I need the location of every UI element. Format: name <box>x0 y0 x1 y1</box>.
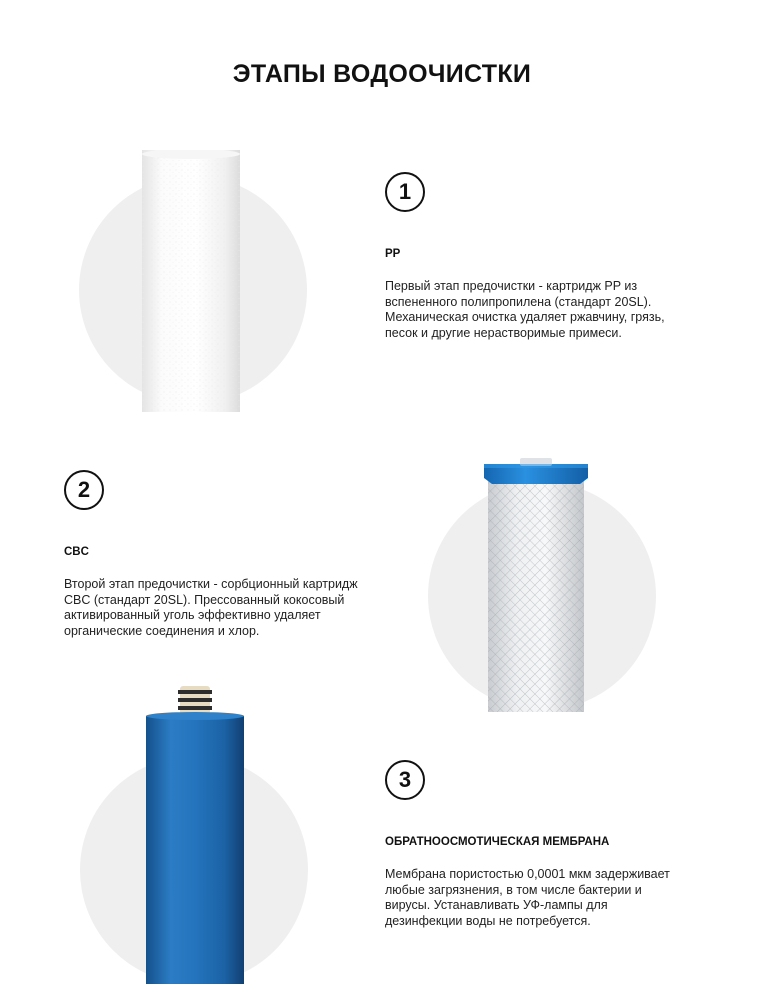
stage-name: ОБРАТНООСМОТИЧЕСКАЯ МЕМБРАНА <box>385 836 610 848</box>
stage-3 <box>385 760 705 929</box>
stage-description <box>385 867 705 929</box>
description-line: органические соединения и хлор. <box>64 623 260 638</box>
description-line: Второй этап предочистки - сорбционный картридж <box>64 577 358 591</box>
stage-1 <box>385 172 705 341</box>
cbc-cartridge-image <box>426 456 658 718</box>
ro-membrane-image <box>78 684 314 984</box>
stage-number-badge: 3 <box>385 760 425 800</box>
stage-number-badge: 2 <box>64 470 104 510</box>
stage-2 <box>64 470 394 639</box>
description-line: любые загрязнения, в том числе бактерии и <box>385 882 642 897</box>
stage-description <box>64 577 394 639</box>
stage-description <box>385 279 705 341</box>
page-title: ЭТАПЫ ВОДООЧИСТКИ <box>232 60 532 88</box>
description-line: песок и другие нерастворимые примеси. <box>385 325 622 340</box>
description-line: CBC (стандарт 20SL). Прессованный кокосовый <box>64 592 345 607</box>
description-line: дезинфекции воды не потребуется. <box>385 913 591 928</box>
description-line: Первый этап предочистки - картридж PP из <box>385 279 638 293</box>
description-line: активированный уголь эффективно удаляет <box>64 608 321 622</box>
pp-cartridge-image <box>78 150 310 412</box>
description-line: вспененного полипропилена (стандарт 20SL). <box>385 294 652 309</box>
stage-name: PP <box>385 248 401 260</box>
stage-number-badge: 1 <box>385 172 425 212</box>
description-line: Механическая очистка удаляет ржавчину, грязь, <box>385 310 665 324</box>
description-line: Мембрана пористостью 0,0001 мкм задерживает <box>385 867 670 881</box>
stage-name: CBC <box>64 546 89 558</box>
description-line: вирусы. Устанавливать УФ-лампы для <box>385 898 608 912</box>
